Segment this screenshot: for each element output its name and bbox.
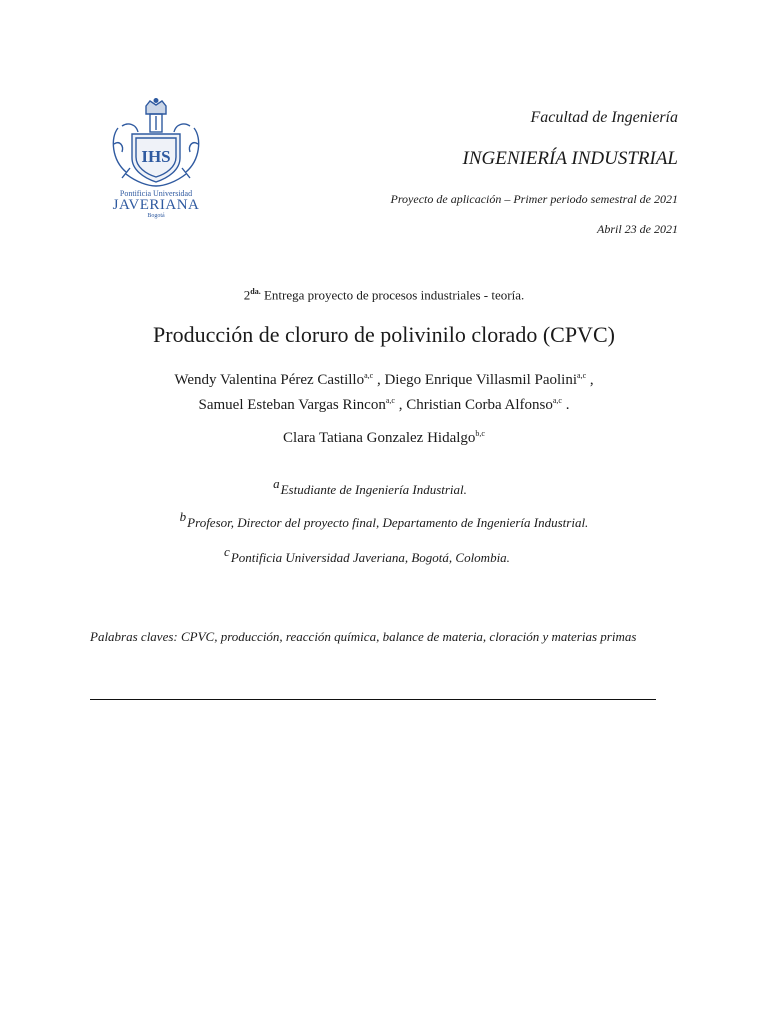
horizontal-divider [90, 699, 656, 700]
author-line [0, 396, 768, 414]
author-affiliation-marks: b,c [475, 429, 485, 438]
document-title: Producción de cloruro de polivinilo clorado (CPVC) [153, 322, 615, 347]
delivery-line [0, 287, 768, 303]
logo-line-2: JAVERIANA [112, 197, 200, 213]
affiliation-mark: b [179, 509, 187, 524]
logo-line-3: Bogotá [147, 213, 165, 219]
document-date: Abril 23 de 2021 [597, 222, 678, 236]
author-affiliation-marks: a,c [577, 371, 587, 380]
delivery-text: Entrega proyecto de procesos industriales - teoría. [260, 287, 525, 303]
university-crest-icon [108, 98, 204, 188]
author-separator: . [561, 397, 570, 413]
author-name: Diego Enrique Villasmil Paolini [384, 372, 578, 388]
affiliation-text: Estudiante de Ingeniería Industrial. [280, 482, 467, 497]
author-name: Wendy Valentina Pérez Castillo [174, 372, 365, 388]
author-separator: , [586, 372, 594, 388]
author-affiliation-marks: a,c [385, 396, 395, 405]
project-line: Proyecto de aplicación – Primer periodo semestral de 2021 [390, 192, 678, 206]
author-separator: , [373, 372, 385, 388]
faculty-name: Facultad de Ingeniería [530, 109, 678, 126]
logo-line-1: Pontificia Universidad [119, 189, 193, 198]
affiliation-text: Profesor, Director del proyecto final, Departamento de Ingeniería Industrial. [187, 515, 589, 530]
delivery-ordinal: da. [250, 287, 261, 296]
affiliation-mark: a [273, 476, 280, 491]
affiliation-text: Pontificia Universidad Javeriana, Bogotá, Colombia. [230, 550, 510, 565]
svg-text:IHS: IHS [141, 147, 171, 166]
delivery-number: 2 [243, 287, 251, 303]
author-name: Clara Tatiana Gonzalez Hidalgo [283, 430, 476, 446]
author-line [0, 429, 768, 447]
university-logo [108, 98, 204, 220]
affiliation-a [0, 476, 754, 498]
author-affiliation-marks: a,c [364, 371, 374, 380]
affiliation-c [0, 544, 751, 566]
author-name: Christian Corba Alfonso [406, 397, 553, 413]
affiliation-b [0, 509, 768, 531]
keywords: Palabras claves: CPVC, producción, reacción química, balance de materia, cloración y materias primas [90, 629, 637, 644]
author-name: Samuel Esteban Vargas Rincon [198, 397, 386, 413]
author-line [0, 371, 768, 389]
author-affiliation-marks: a,c [552, 396, 562, 405]
program-name: INGENIERÍA INDUSTRIAL [462, 148, 678, 169]
author-separator: , [394, 397, 407, 413]
affiliation-mark: c [224, 544, 230, 559]
